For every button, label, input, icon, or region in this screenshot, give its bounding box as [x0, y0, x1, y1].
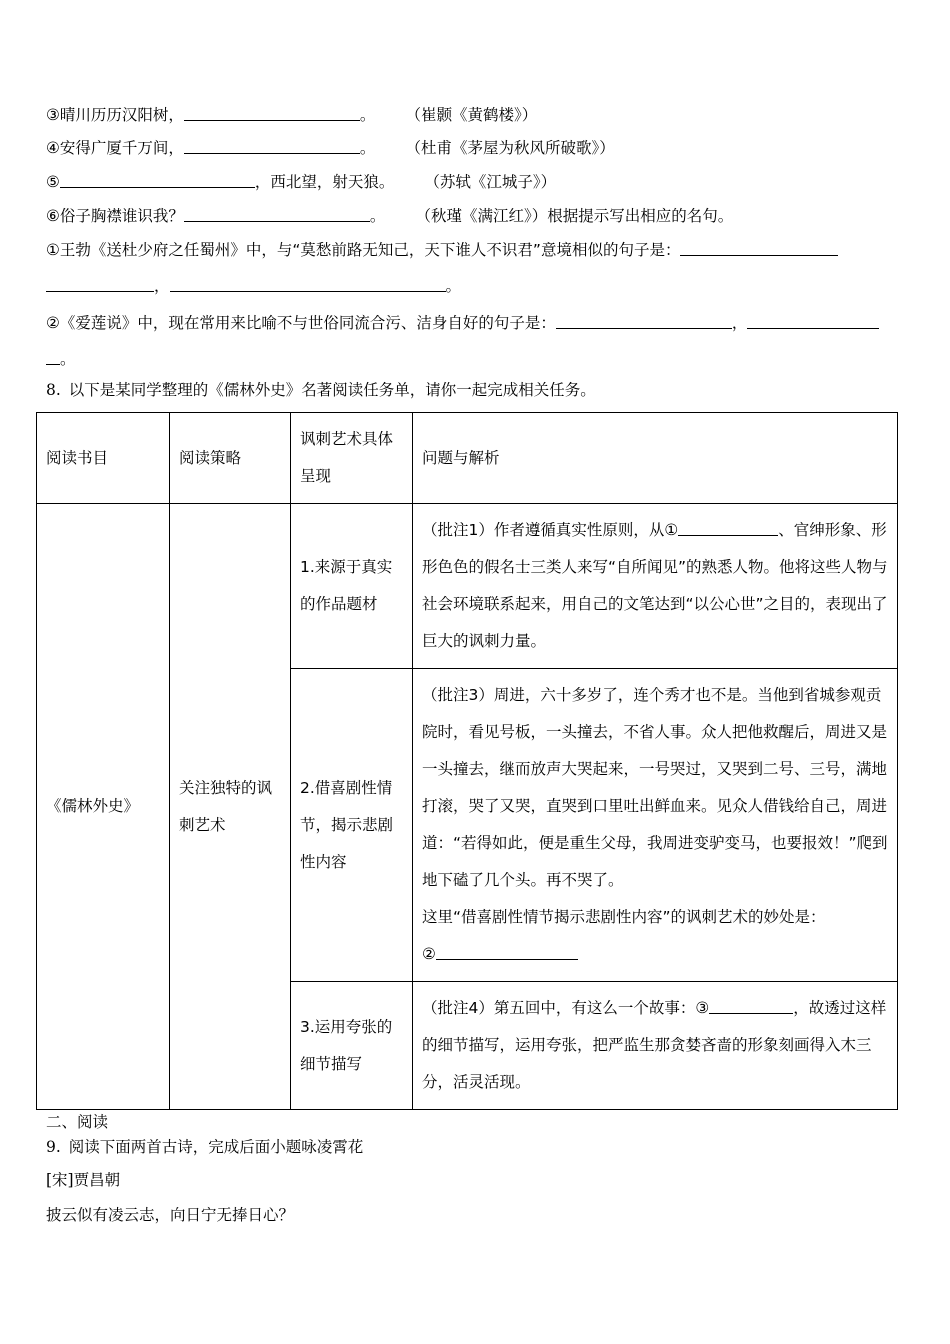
art-cell: 3.运用夸张的细节描写 [291, 982, 413, 1110]
question-9 [46, 1140, 363, 1156]
strategy-cell: 关注独特的讽刺艺术 [170, 504, 291, 1110]
line-text: ，西北望，射天狼。 [254, 173, 395, 191]
sub-question-2: ②《爱莲说》中，现在常用来比喻不与世俗同流合污、洁身自好的句子是： ， [46, 314, 879, 332]
line-text: 俗子胸襟谁识我？ [59, 207, 184, 225]
art-cell: 2.借喜剧性情节，揭示悲剧性内容 [291, 669, 413, 982]
fill-line-5 [46, 173, 556, 191]
answer-blank[interactable] [184, 139, 360, 154]
header-cell: 问题与解析 [413, 413, 898, 504]
line-number: ④ [46, 139, 60, 157]
source: （秋瑾《满江红》）根据提示写出相应的名句。 [415, 207, 734, 225]
table-header-row [37, 413, 898, 504]
book-cell: 《儒林外史》 [37, 504, 170, 1110]
answer-blank[interactable] [46, 350, 60, 365]
question-text: ①王勃《送杜少府之任蜀州》中，与“莫愁前路无知己，天下谁人不识君”意境相似的句子是： [46, 241, 681, 259]
question-number: 8. [46, 381, 61, 399]
table-row [37, 504, 898, 669]
answer-blank[interactable] [60, 173, 255, 188]
line-text: 安得广厦千万间， [59, 139, 184, 157]
line-number: ③ [46, 106, 60, 124]
question-text: 阅读下面两首古诗，完成后面小题咏凌霄花 [68, 1138, 364, 1156]
header-cell: 讽刺艺术具体呈现 [291, 413, 413, 504]
answer-blank[interactable] [680, 241, 838, 256]
answer-blank[interactable] [184, 207, 370, 222]
answer-blank[interactable] [556, 314, 732, 329]
sub-question-2-cont: 。 [46, 350, 76, 368]
answer-blank[interactable] [709, 999, 793, 1014]
poem-author: [宋]贾昌朝 [46, 1171, 121, 1189]
analysis-cell: （批注4）第五回中，有这么一个故事：③ ，故透过这样的细节描写，运用夸张，把严监生那贪婪吝啬的形象刻画得入木三分，活灵活现。 [413, 982, 898, 1110]
question-8 [46, 383, 596, 399]
fill-line-6: ⑥俗子胸襟谁识我？ 。 （秋瑾《满江红》）根据提示写出相应的名句。 [46, 207, 734, 225]
poem-line: 披云似有凌云志，向日宁无捧日心？ [46, 1206, 295, 1224]
fill-line-3: ③晴川历历汉阳树， 。 （崔颢《黄鹤楼》） [46, 106, 538, 124]
answer-blank[interactable] [46, 277, 154, 292]
header-cell: 阅读书目 [37, 413, 170, 504]
answer-blank[interactable] [747, 314, 879, 329]
reading-task-table [36, 412, 898, 1110]
answer-blank[interactable] [678, 521, 778, 536]
art-cell: 1.来源于真实的作品题材 [291, 504, 413, 669]
analysis-cell: （批注1）作者遵循真实性原则，从① 、官绅形象、形形色色的假名士三类人来写“自所闻见”的熟悉人物。他将这些人物与社会环境联系起来，用自己的文笔达到“以公心世”之目的，表现出了巨大的讽刺力量。 [413, 504, 898, 669]
sub-question-1-cont: ， 。 [46, 277, 461, 295]
sub-question-1 [46, 241, 838, 259]
source: （苏轼《江城子》） [424, 173, 557, 191]
line-number: ⑤ [46, 173, 60, 191]
source: （杜甫《茅屋为秋风所破歌》） [405, 139, 615, 157]
fill-line-4: ④安得广厦千万间， 。 （杜甫《茅屋为秋风所破歌》） [46, 139, 615, 157]
answer-blank[interactable] [170, 277, 446, 292]
line-text: 晴川历历汉阳树， [59, 106, 184, 124]
analysis-cell: （批注3）周进，六十多岁了，连个秀才也不是。当他到省城参观贡院时，看见号板，一头撞去，不省人事。众人把他救醒后，周进又是一头撞去，继而放声大哭起来，一号哭过，又哭到二号、三号，满地打滚，哭了又哭，直哭到口里吐出鲜血来。见众人借钱给自己，周进道：“若得如此，便是重生父母，我周进变驴变马，也要报效！”爬到地下磕了几个头。再不哭了。 这里“借喜剧性情节揭示悲剧性内容”的讽刺艺术的妙处是： ② [413, 669, 898, 982]
line-number: ⑥ [46, 207, 60, 225]
source: （崔颢《黄鹤楼》） [405, 106, 538, 124]
question-number: 9. [46, 1138, 61, 1156]
question-text: 以下是某同学整理的《儒林外史》名著阅读任务单，请你一起完成相关任务。 [68, 381, 596, 399]
answer-blank[interactable] [436, 945, 578, 960]
question-text: ②《爱莲说》中，现在常用来比喻不与世俗同流合污、洁身自好的句子是： [46, 314, 556, 332]
header-cell: 阅读策略 [170, 413, 291, 504]
section-heading: 二、阅读 [46, 1113, 109, 1131]
answer-blank[interactable] [184, 106, 360, 121]
